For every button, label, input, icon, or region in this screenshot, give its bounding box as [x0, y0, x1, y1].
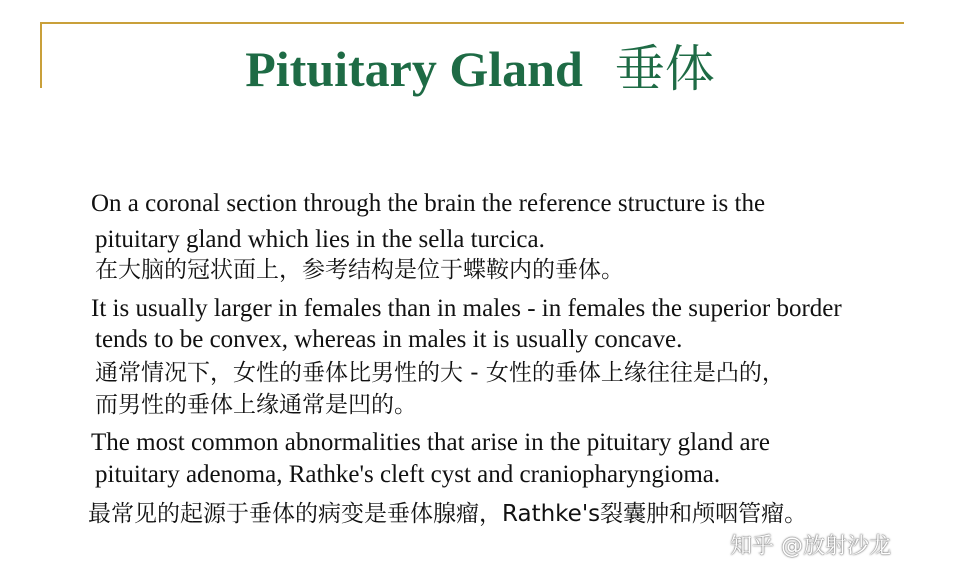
top-rule [40, 22, 904, 24]
paragraph-3-line-2: pituitary adenoma, Rathke's cleft cyst and craniopharyngioma. [95, 461, 721, 488]
paragraph-2-line-1: It is usually larger in females than in males - in females the superior border [91, 295, 842, 322]
paragraph-1-chinese: 在大脑的冠状面上，参考结构是位于蝶鞍内的垂体。 [95, 257, 624, 283]
paragraph-2-line-2: tends to be convex, whereas in males it is usually concave. [95, 326, 683, 353]
paragraph-3-chinese: 最常见的起源于垂体的病变是垂体腺瘤，Rathke's裂囊肿和颅咽管瘤。 [88, 501, 808, 527]
paragraph-3-line-1: The most common abnormalities that arise in the pituitary gland are [91, 429, 770, 456]
slide-title [0, 36, 960, 102]
paragraph-2-chinese-2: 而男性的垂体上缘通常是凹的。 [95, 392, 417, 418]
title-chinese: 垂体 [614, 41, 715, 97]
paragraph-2-chinese-1: 通常情况下，女性的垂体比男性的大 - 女性的垂体上缘往往是凸的， [95, 360, 785, 386]
title-english: Pituitary Gland [245, 41, 583, 97]
paragraph-1-line-2: pituitary gland which lies in the sella turcica. [95, 226, 545, 253]
paragraph-1-line-1: On a coronal section through the brain the reference structure is the [91, 190, 766, 217]
zhihu-watermark: 知乎 @放射沙龙 [730, 534, 891, 559]
